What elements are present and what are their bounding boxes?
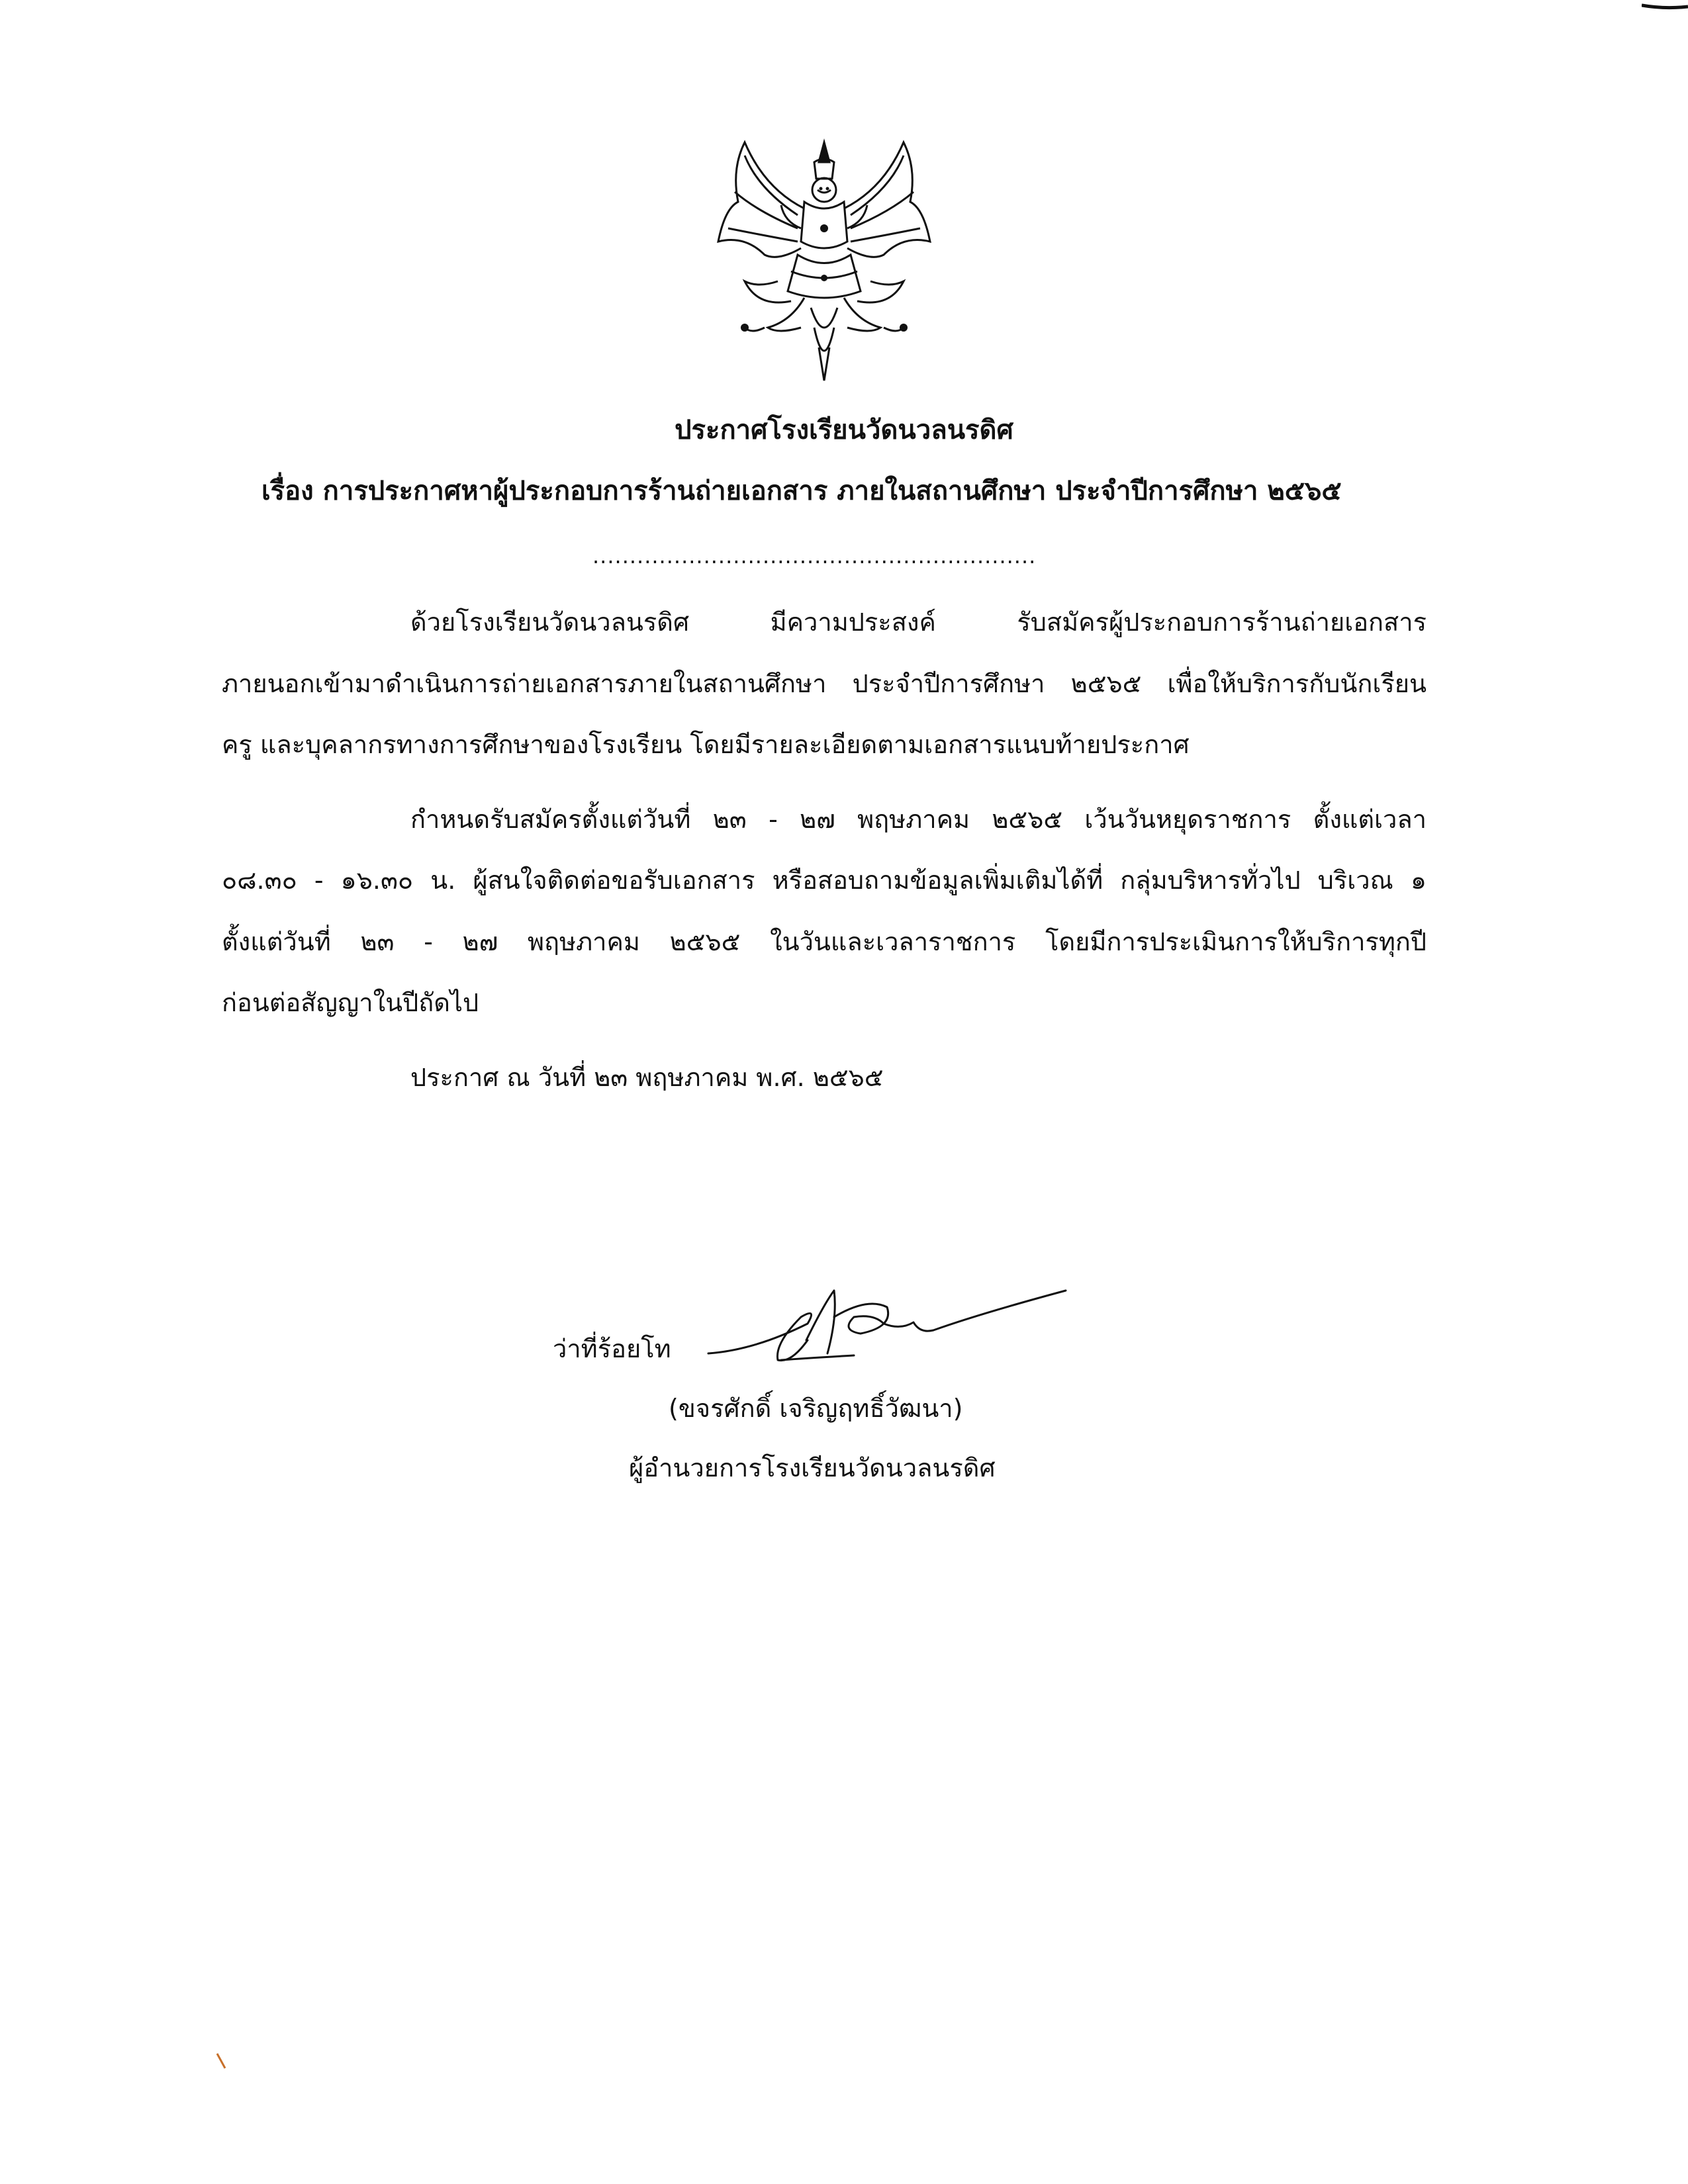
signatory-position: ผู้อำนวยการโรงเรียนวัดนวลนรดิศ [629,1453,996,1482]
separator-line: ............................................................ [592,543,1037,569]
scan-speck-mark [215,2052,228,2071]
scan-edge-mark [1642,0,1688,20]
garuda-emblem-icon [705,129,943,387]
paragraph1-line3: ครู และบุคลากรทางการศึกษาของโรงเรียน โดยมีรายละเอียดตามเอกสารแนบท้ายประกาศ [222,730,1190,759]
paragraph2-line2: ๐๘.๓๐ - ๑๖.๓๐ น. ผู้สนใจติดต่อขอรับเอกสาร หรือสอบถามข้อมูลเพิ่มเติมได้ที่ กลุ่มบริหารทั่วไป บริเวณ ๑ [222,866,1427,895]
paragraph2-line3: ตั้งแต่วันที่ ๒๓ - ๒๗ พฤษภาคม ๒๕๖๕ ในวันและเวลาราชการ โดยมีการประเมินการให้บริการทุกปี [222,927,1427,956]
paragraph2-line1: กำหนดรับสมัครตั้งแต่วันที่ ๒๓ - ๒๗ พฤษภาคม ๒๕๖๕ เว้นวันหยุดราชการ ตั้งแต่เวลา [410,805,1427,834]
paragraph1-line1: ด้วยโรงเรียนวัดนวลนรดิศ มีความประสงค์ รับสมัครผู้ประกอบการร้านถ่ายเอกสาร [410,608,1427,637]
signatory-name: (ขจรศักดิ์ เจริญฤทธิ์วัฒนา) [669,1394,963,1423]
paragraph1-line2: ภายนอกเข้ามาดำเนินการถ่ายเอกสารภายในสถานศึกษา ประจำปีการศึกษา ๒๕๖๕ เพื่อให้บริการกับนักเรียน [222,669,1427,698]
document-title: ประกาศโรงเรียนวัดนวลนรดิศ [675,415,1013,445]
signatory-rank: ว่าที่ร้อยโท [553,1334,671,1363]
document-subject: เรื่อง การประกาศหาผู้ประกอบการร้านถ่ายเอกสาร ภายในสถานศึกษา ประจำปีการศึกษา ๒๕๖๕ [261,476,1342,506]
paragraph2-line4: ก่อนต่อสัญญาในปีถัดไป [222,988,479,1017]
signature-icon [702,1277,1072,1377]
announce-date: ประกาศ ณ วันที่ ๒๓ พฤษภาคม พ.ศ. ๒๕๖๕ [410,1063,884,1092]
